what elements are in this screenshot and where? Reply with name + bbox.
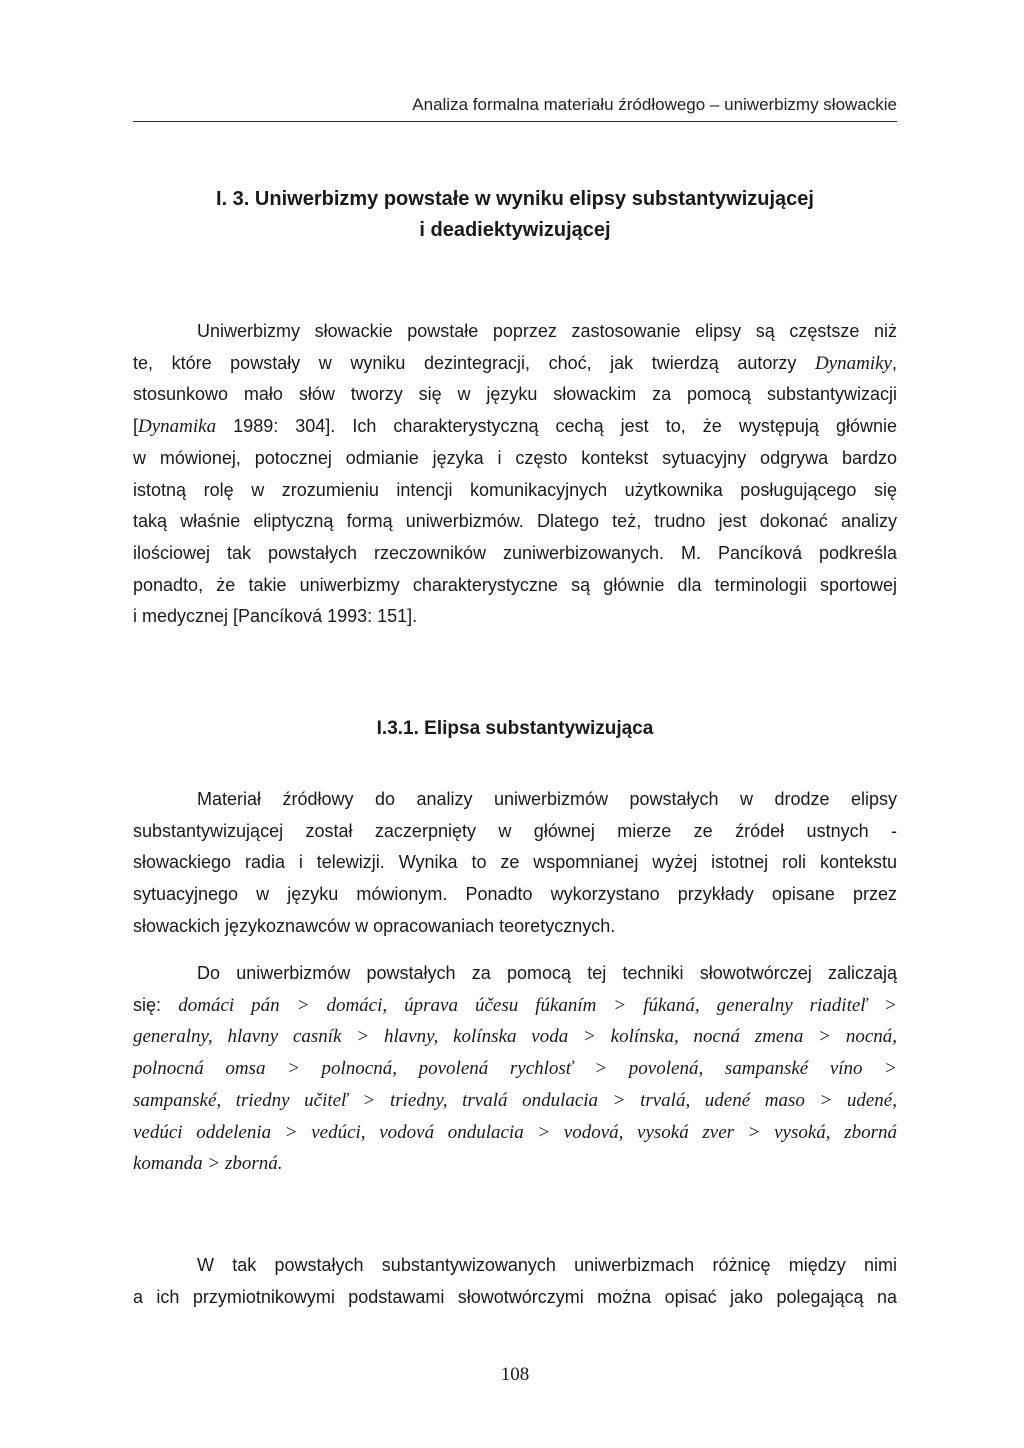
paragraph-line (133, 990, 897, 1022)
examples-line: vedúci oddelenia > vedúci, vodová ondulacia > vodová, vysoká zver > vysoká, zborná (133, 1121, 897, 1143)
chapter-title-line-1: I. 3. Uniwerbizmy powstałe w wyniku elipsy substantywizującej (216, 188, 814, 210)
chapter-title-line-2: i deadiektywizującej (419, 219, 611, 241)
citation-italic: Dynamiky (814, 352, 892, 374)
paragraph-line: substantywizującej został zaczerpnięty w głównej mierze ze źródeł ustnych - (133, 820, 897, 841)
examples-italic: domáci pán > domáci, úprava účesu fúkaním > fúkaná, generalny riaditeľ > (178, 994, 897, 1016)
paragraph-3 (133, 958, 897, 1180)
paragraph-text: , (891, 352, 897, 373)
header-rule (133, 121, 897, 122)
paragraph-2 (133, 784, 897, 943)
paragraph-line: Materiał źródłowy do analizy uniwerbizmów powstałych w drodze elipsy (197, 789, 897, 809)
paragraph-line: W tak powstałych substantywizowanych uniwerbizmach różnicę między nimi (197, 1255, 897, 1275)
subsection-title: I.3.1. Elipsa substantywizująca (376, 718, 654, 739)
paragraph-line: istotną rolę w zrozumieniu intencji komunikacyjnych użytkownika posługującego się (133, 479, 897, 500)
citation-italic: Dynamika (138, 416, 217, 438)
paragraph-line: ilościowej tak powstałych rzeczowników zuniwerbizowanych. M. Pancíková podkreśla (133, 542, 897, 563)
paragraph-1 (133, 316, 897, 633)
paragraph-line: w mówionej, potocznej odmianie języka i często kontekst sytuacyjny odgrywa bardzo (133, 447, 897, 468)
paragraph-line: ponadto, że takie uniwerbizmy charakterystyczne są głównie dla terminologii sportowej (133, 574, 897, 595)
paragraph-line: słowackiego radia i telewizji. Wynika to ze wspomnianej wyżej istotnej roli kontekstu (133, 852, 897, 873)
running-header: Analiza formalna materiału źródłowego – uniwerbizmy słowackie (412, 95, 897, 114)
examples-line: polnocná omsa > polnocná, povolená rychlosť > povolená, sampanské víno > (133, 1058, 897, 1080)
paragraph-line: Do uniwerbizmów powstałych za pomocą tej techniki słowotwórczej zaliczają (197, 963, 897, 983)
examples-line: generalny, hlavny casník > hlavny, kolínska voda > kolínska, nocná zmena > nocná, (133, 1026, 897, 1048)
paragraph-line: sytuacyjnego w języku mówionym. Ponadto wykorzystano przykłady opisane przez (133, 884, 897, 905)
paragraph-text: się: (133, 994, 179, 1015)
chapter-title (133, 184, 897, 246)
examples-line: sampanské, triedny učiteľ > triedny, trvalá ondulacia > trvalá, udené maso > udené, (133, 1089, 897, 1111)
paragraph-line: stosunkowo mało słów tworzy się w języku słowackim za pomocą substantywizacji (133, 384, 897, 405)
paragraph-text: [ (133, 416, 139, 437)
paragraph-line (133, 348, 897, 380)
paragraph-text: te, które powstały w wyniku dezintegracji, choć, jak twierdzą autorzy (133, 352, 815, 373)
paragraph-line: i medycznej [Pancíková 1993: 151]. (133, 606, 418, 627)
paragraph-line: taką właśnie eliptyczną formą uniwerbizmów. Dlatego też, trudno jest dokonać analizy (133, 511, 897, 532)
paragraph-text: 1989: 304]. Ich charakterystyczną cechą jest to, że występują głównie (216, 416, 897, 437)
examples-line: komanda > zborná. (133, 1153, 283, 1175)
paragraph-line: słowackich językoznawców w opracowaniach teoretycznych. (133, 915, 616, 936)
page-number: 108 (500, 1364, 530, 1385)
paragraph-line (133, 411, 897, 443)
paragraph-line: a ich przymiotnikowymi podstawami słowotwórczymi można opisać jako polegającą na (133, 1286, 897, 1307)
paragraph-4 (133, 1250, 897, 1313)
paragraph-line: Uniwerbizmy słowackie powstałe poprzez zastosowanie elipsy są częstsze niż (197, 321, 897, 341)
